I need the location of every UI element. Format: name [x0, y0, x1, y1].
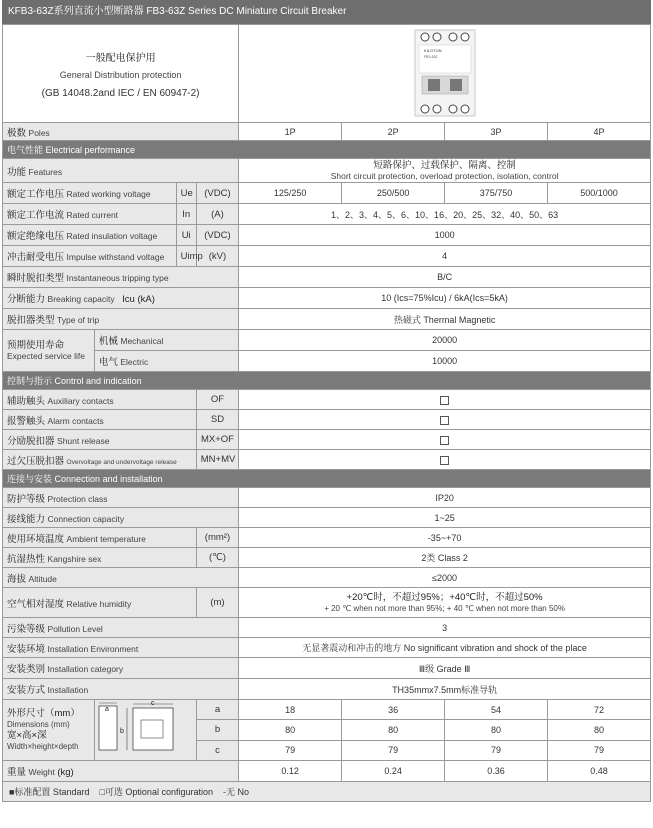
- section-control: 控制与指示 Control and indication: [3, 372, 651, 390]
- section-electrical: 电气性能 Electrical performance: [3, 141, 651, 159]
- conn-capacity-row: 接线能力 Connection capacity 1~25: [3, 508, 651, 528]
- dimension-row-b: b 80 80 80 80: [3, 720, 651, 740]
- features-en: Short circuit protection, overload protection, isolation, control: [330, 170, 559, 181]
- over-under-row: 过欠压脱扣器 Overvoltage and undervoltage release MN+MV: [3, 450, 651, 470]
- ambient-row: 使用环境温度 Ambient temperature (mm²) -35~+70: [3, 528, 651, 548]
- breaking-row: 分断能力 Breaking capacity Icu (kA) 10 (Ics=75%Icu) / 6kA(Ics=5kA): [3, 288, 651, 309]
- service-life-mech-row: 预期使用寿命 Expected service life 机械 Mechanical 20000: [3, 330, 651, 351]
- features-cn: 短路保护、过载保护、隔离、控制: [373, 159, 516, 171]
- legend-optional: □可选 Optional configuration: [99, 787, 213, 797]
- dimension-row-c: c 79 79 79 79: [3, 740, 651, 760]
- impulse-row: 冲击耐受电压 Impulse withstand voltage Uimp (kV) 4: [3, 246, 651, 267]
- svg-text:b: b: [120, 728, 125, 735]
- model-text: FB3-63Z: [423, 54, 438, 59]
- tripping-row: 瞬时脱扣类型 Instantaneous tripping type B/C: [3, 267, 651, 288]
- pole-1p: 1P: [239, 123, 342, 141]
- intro-cn: 一般配电保护用: [85, 52, 156, 64]
- intro-en: General Distribution protection: [59, 69, 182, 80]
- dimension-row-a: 外形尺寸（mm） Dimensions (mm) 宽×高×深 Width×height×depth a c b a 18 36 54 72: [3, 700, 651, 720]
- optional-checkbox-icon: [440, 416, 449, 425]
- brand-text: KILOTON: [423, 47, 442, 53]
- kangshire-row: 抗湿热性 Kangshire sex (℃) 2类 Class 2: [3, 548, 651, 568]
- category-row: 安装类别 Installation category Ⅲ级 Grade Ⅲ: [3, 658, 651, 679]
- legend-standard: ■标准配置 Standard: [9, 787, 90, 797]
- legend-footer: [2, 782, 651, 802]
- shunt-row: 分励脱扣器 Shunt release MX+OF: [3, 430, 651, 450]
- weight-row: 重量 Weight (kg) 0.12 0.24 0.36 0.48: [3, 761, 651, 782]
- rated-voltage-row: 额定工作电压 Rated working voltage Ue (VDC) 125/250 250/500 375/750 500/1000: [3, 183, 651, 204]
- pole-3p: 3P: [445, 123, 548, 141]
- legend-none: -无 No: [223, 787, 250, 797]
- aux-row: 辅助触头 Auxiliary contacts OF: [3, 390, 651, 410]
- trip-type-row: 脱扣器类型 Type of trip 热磁式 Thermal Magnetic: [3, 309, 651, 330]
- sheet-title: KFB3-63Z系列直流小型断路器 FB3-63Z Series DC Miniature Circuit Breaker: [2, 0, 651, 24]
- mounting-row: 安装方式 Installation TH35mmx7.5mm标准导轨: [3, 679, 651, 700]
- product-image-cell: [239, 25, 651, 123]
- intro-cell: [3, 25, 239, 123]
- dimension-diagram: [97, 700, 193, 758]
- protection-row: 防护等级 Protection class IP20: [3, 488, 651, 508]
- optional-checkbox-icon: [440, 456, 449, 465]
- spec-table: [2, 24, 651, 782]
- poles-row: 极数 Poles 1P 2P 3P 4P: [3, 123, 651, 141]
- service-life-elec-row: 电气 Electric 10000: [3, 351, 651, 372]
- environment-row: 安装环境 Installation Environment 无显著震动和冲击的地方 No significant vibration and shock of the place: [3, 638, 651, 658]
- spec-sheet: [2, 0, 651, 802]
- pole-2p: 2P: [342, 123, 445, 141]
- optional-checkbox-icon: [440, 436, 449, 445]
- rated-current-row: 额定工作电流 Rated current In (A) 1、2、3、4、5、6、10、16、20、25、32、40、50、63: [3, 204, 651, 225]
- altitude-row: 海拔 Altitude ≤2000: [3, 568, 651, 588]
- pollution-row: 污染等级 Pollution Level 3: [3, 618, 651, 638]
- intro-standard: (GB 14048.2and IEC / EN 60947-2): [41, 87, 200, 99]
- svg-text:a: a: [105, 706, 110, 713]
- svg-text:c: c: [151, 700, 155, 707]
- pole-4p: 4P: [548, 123, 651, 141]
- section-connection: 连接与安装 Connection and installation: [3, 470, 651, 488]
- alarm-row: 报警触头 Alarm contacts SD: [3, 410, 651, 430]
- insulation-row: 额定绝缘电压 Rated insulation voltage Ui (VDC) 1000: [3, 225, 651, 246]
- features-row: 功能 Features 短路保护、过载保护、隔离、控制 Short circuit protection, overload protection, isolation, control: [3, 159, 651, 183]
- optional-checkbox-icon: [440, 396, 449, 405]
- breaker-image: [410, 28, 480, 118]
- humidity-row: 空气相对湿度 Relative humidity (m) +20℃时，不超过95%；+40℃时，不超过50% + 20 ℃ when not more than 95%; + 40 ℃ when not more than 50%: [3, 588, 651, 618]
